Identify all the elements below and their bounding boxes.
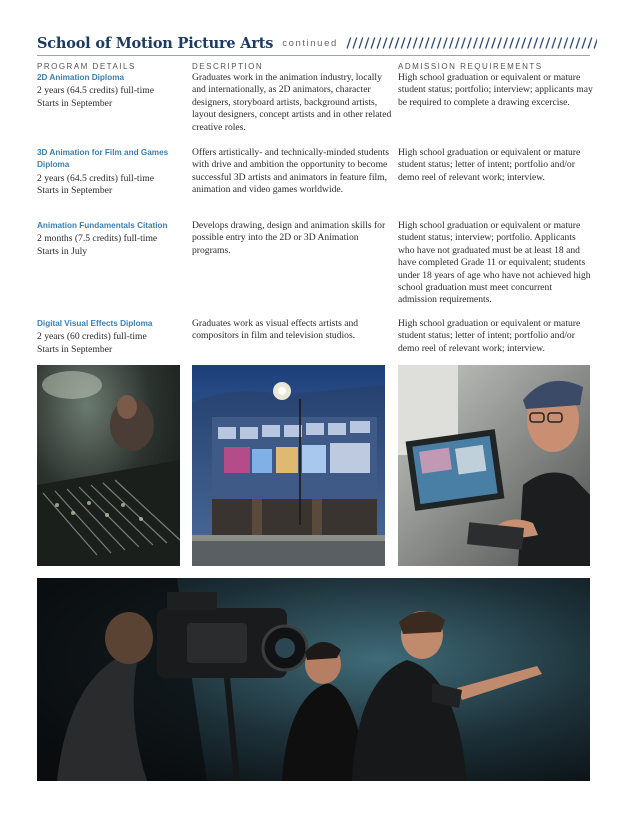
program-details (37, 147, 183, 198)
page-header (37, 33, 597, 53)
program-name: Digital Visual Effects Diploma (37, 319, 153, 328)
program-start: Starts in September (37, 97, 113, 109)
program-duration: 2 years (60 credits) full-time (37, 331, 147, 343)
program-details (37, 220, 183, 258)
program-start: Starts in September (37, 185, 113, 197)
header-rule (37, 55, 590, 56)
program-name: 3D Animation for Film and Games Diploma (37, 148, 169, 170)
program-duration: 2 months (7.5 credits) full-time (37, 233, 158, 245)
program-duration: 2 years (64.5 credits) full-time (37, 172, 154, 184)
program-admission: High school graduation or equivalent or mature student status; letter of intent; portfolio and/or demo reel of relevant work; interview. (398, 147, 581, 183)
program-start: Starts in September (37, 343, 113, 355)
column-header-admission: ADMISSION REQUIREMENTS (398, 62, 543, 71)
program-description: Develops drawing, design and animation skills for possible entry into the 2D or 3D Animation programs. (192, 220, 386, 256)
program-description: Offers artistically- and technically-minded students with drive and ambition the opportunity to become successful 3D artists and animators in feature film, animation and video games worldwide. (192, 147, 389, 196)
program-duration: 2 years (64.5 credits) full-time (37, 85, 154, 97)
program-admission: High school graduation or equivalent or mature student status; letter of intent; portfolio and/or demo reel of relevant work; interview. (398, 318, 581, 354)
page-title: School of Motion Picture Arts (37, 34, 274, 52)
program-name: 2D Animation Diploma (37, 73, 125, 82)
program-name: Animation Fundamentals Citation (37, 221, 168, 230)
program-admission: High school graduation or equivalent or mature student status; portfolio; interview; applicants may be required to complete a drawing excercise. (398, 72, 593, 108)
program-description: Graduates work in the animation industry, locally and internationally, as 2D animators, character designers, storyboard artists, background artists, layout designers, concept artists and in other related creative roles. (192, 72, 392, 133)
program-admission: High school graduation or equivalent or mature student status; interview; portfolio. Applicants who have not graduated must be at least 18 and have completed Grade 11 or equivalent; students under 18 years of age who have not achieved high school graduation must meet concurrent admission requirements. (398, 220, 591, 306)
program-description: Graduates work as visual effects artists and compositors in film and television studios. (192, 318, 359, 342)
campus-building-photo (192, 365, 385, 566)
mixing-console-photo (37, 365, 180, 566)
program-start: Starts in July (37, 245, 88, 257)
continued-label: continued (282, 37, 338, 49)
column-header-description: DESCRIPTION (192, 62, 264, 71)
student-drawing-tablet-photo (398, 365, 590, 566)
program-details (37, 318, 183, 356)
column-header-program: PROGRAM DETAILS (37, 62, 136, 71)
program-details (37, 72, 183, 110)
film-crew-photo (37, 578, 590, 781)
slash-rule-decoration (346, 36, 597, 50)
